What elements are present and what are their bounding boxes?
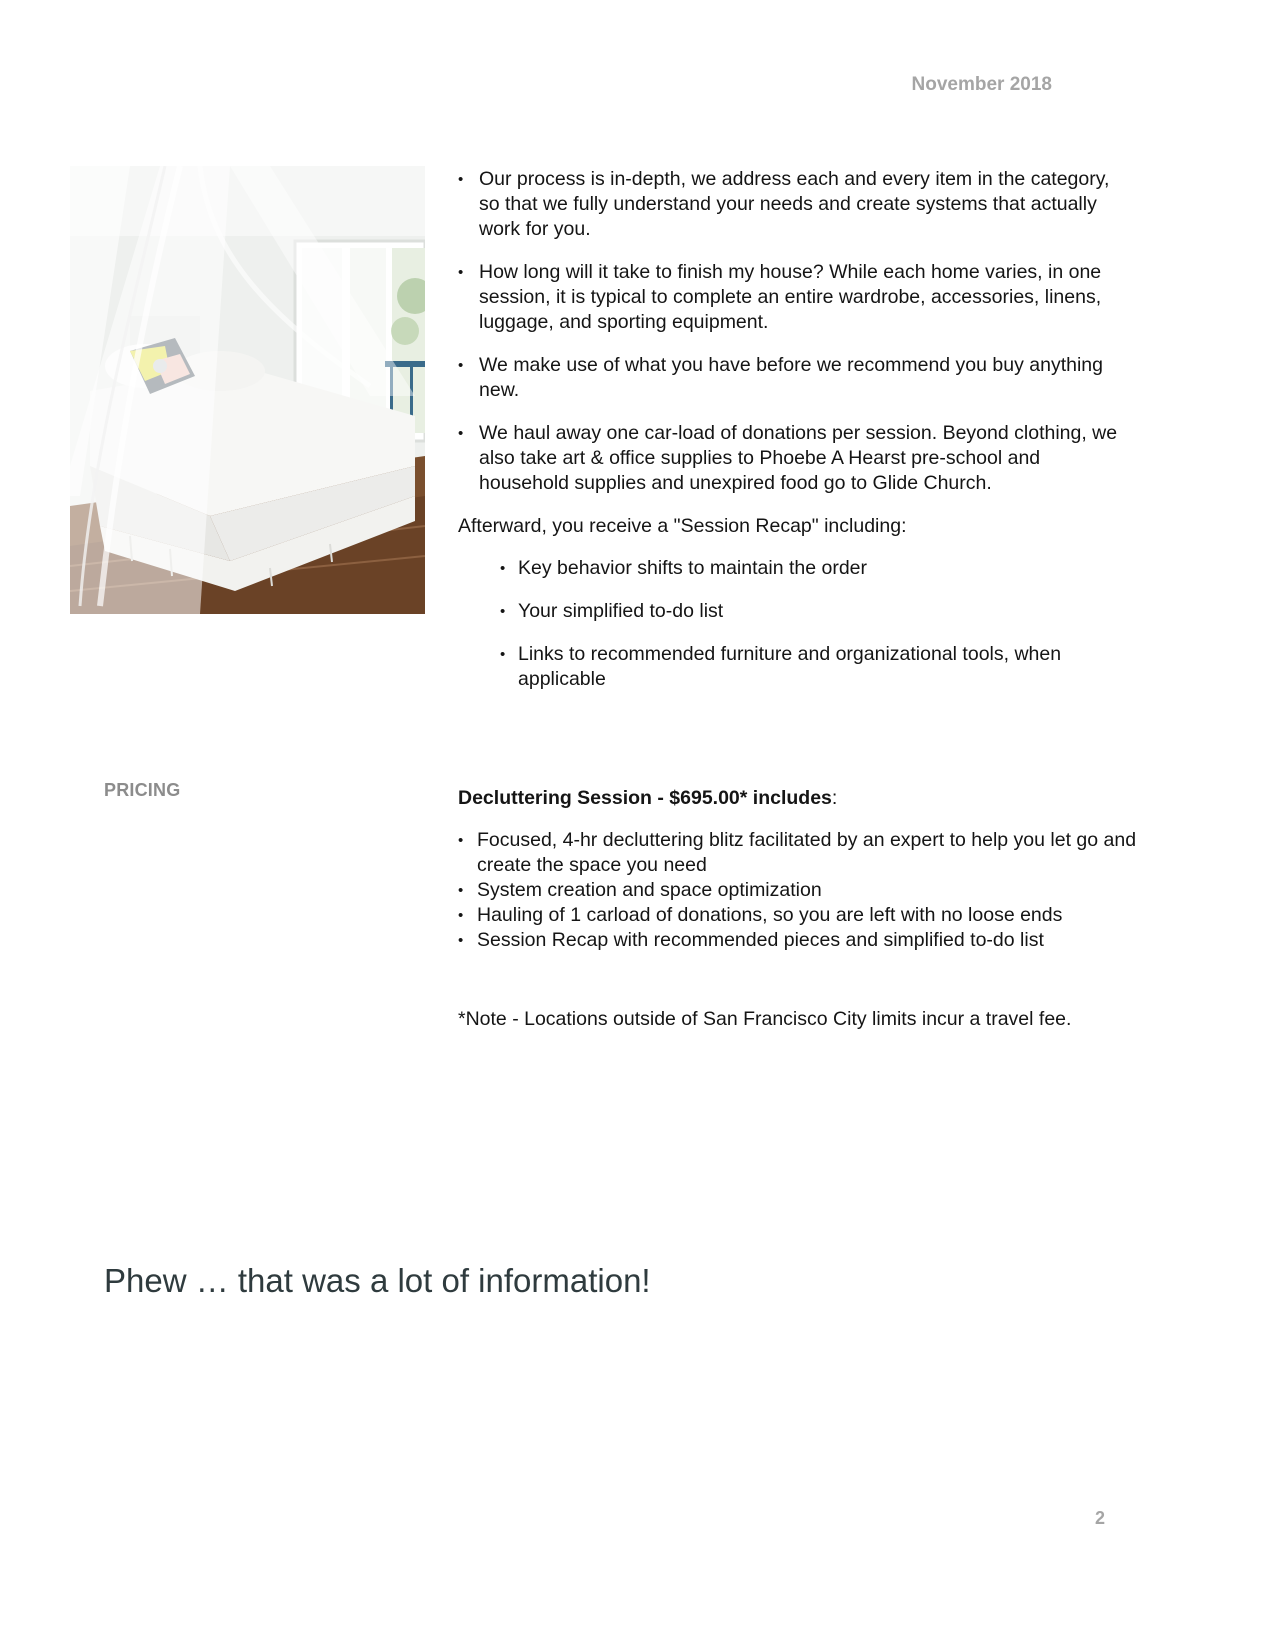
header-date: November 2018 bbox=[911, 74, 1052, 95]
pricing-title bbox=[458, 786, 1138, 811]
recap-list bbox=[458, 556, 1118, 692]
list-item: • System creation and space optimization bbox=[458, 878, 1138, 903]
list-item: • Key behavior shifts to maintain the order bbox=[500, 556, 1118, 581]
list-item: • Session Recap with recommended pieces and simplified to-do list bbox=[458, 928, 1138, 953]
pricing-title-bold: Decluttering Session - $695.00* includes bbox=[458, 787, 832, 809]
list-item: • How long will it take to finish my house? While each home varies, in one session, it is typical to complete an entire wardrobe, accessories, linens, luggage, and sporting equipment. bbox=[458, 260, 1118, 335]
list-item: • Links to recommended furniture and organizational tools, when applicable bbox=[500, 642, 1118, 692]
list-item: • Focused, 4-hr decluttering blitz facilitated by an expert to help you let go and create the space you need bbox=[458, 828, 1138, 878]
list-item: • Your simplified to-do list bbox=[500, 599, 1118, 624]
travel-fee-note: *Note - Locations outside of San Francisco City limits incur a travel fee. bbox=[458, 1008, 1072, 1030]
pricing-label: PRICING bbox=[104, 780, 181, 800]
pricing-list bbox=[458, 828, 1138, 953]
closing-heading: Phew … that was a lot of information! bbox=[104, 1262, 651, 1299]
pricing-section bbox=[458, 786, 1138, 953]
list-item: • We haul away one car-load of donations per session. Beyond clothing, we also take art & office supplies to Phoebe A Hearst pre-school and household supplies and unexpired food go to Glide Church. bbox=[458, 421, 1118, 496]
list-item: • Our process is in-depth, we address each and every item in the category, so that we fully understand your needs and create systems that actually work for you. bbox=[458, 167, 1118, 242]
afterward-text: Afterward, you receive a "Session Recap" including: bbox=[458, 515, 907, 537]
bedroom-photo bbox=[70, 166, 425, 614]
list-item: • Hauling of 1 carload of donations, so you are left with no loose ends bbox=[458, 903, 1138, 928]
process-list bbox=[458, 167, 1118, 496]
list-item: • We make use of what you have before we recommend you buy anything new. bbox=[458, 353, 1118, 403]
pricing-title-suffix: : bbox=[831, 787, 838, 809]
page-number: 2 bbox=[1094, 1508, 1105, 1528]
content-section bbox=[458, 167, 1118, 710]
